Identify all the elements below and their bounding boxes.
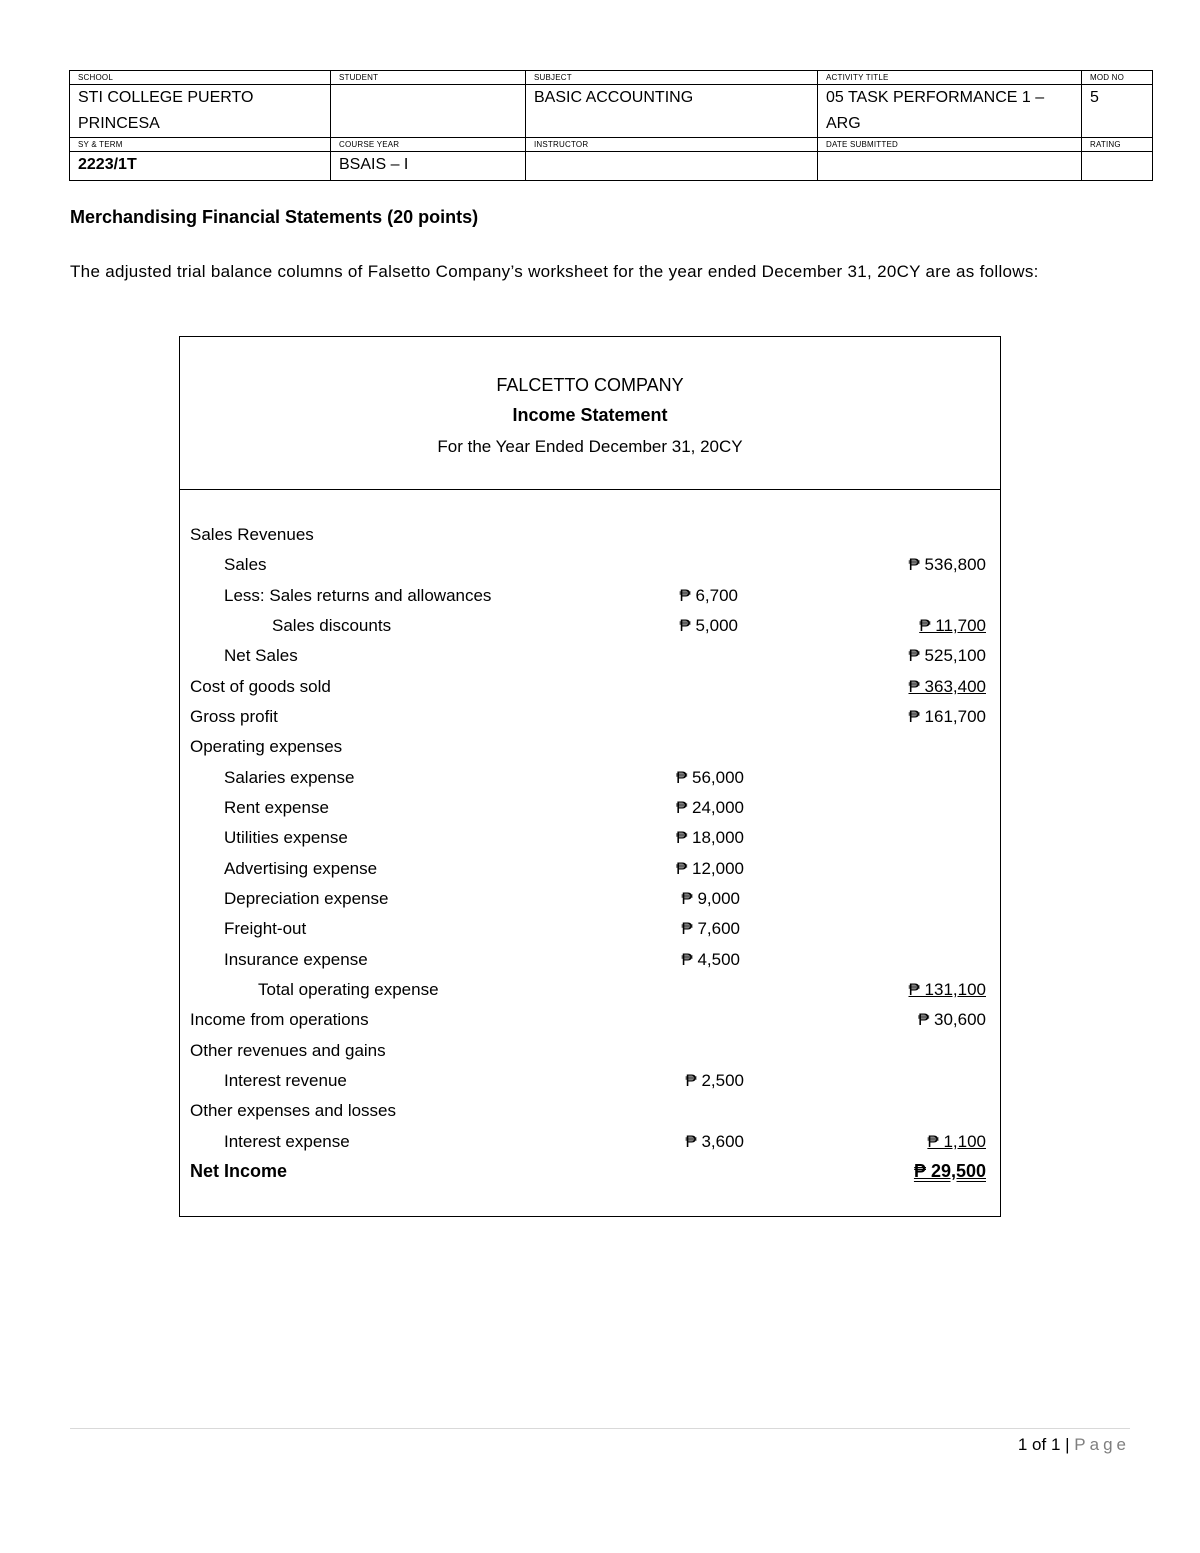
statement-row	[180, 793, 1000, 823]
statement-row	[180, 611, 1000, 641]
mod-no-label: MOD NO	[1082, 71, 1153, 85]
subject-label: SUBJECT	[526, 71, 818, 85]
row-total: ₱ 363,400	[908, 677, 986, 696]
page-number: 1 of 1	[1017, 1435, 1061, 1454]
statement-row	[180, 763, 1000, 793]
row-amount: ₱ 4,500	[681, 950, 740, 969]
statement-row	[180, 550, 1000, 580]
row-label: Interest expense	[224, 1132, 350, 1151]
mod-no-value: 5	[1082, 85, 1153, 138]
school-value: STI COLLEGE PUERTO PRINCESA	[70, 85, 331, 138]
statement-row	[180, 641, 1000, 671]
row-label: Rent expense	[224, 798, 329, 817]
row-label: Operating expenses	[190, 737, 343, 756]
statement-row	[180, 854, 1000, 884]
statement-row	[180, 1096, 1000, 1126]
net-income-label: Net Income	[190, 1161, 288, 1181]
row-label: Less: Sales returns and allowances	[224, 586, 492, 605]
row-label: Salaries expense	[224, 768, 355, 787]
statement-row	[180, 1156, 1000, 1186]
sy-term-label: SY & TERM	[70, 138, 331, 152]
statement-row	[180, 945, 1000, 975]
statement-row	[180, 672, 1000, 702]
statement-row	[180, 1005, 1000, 1035]
row-total: ₱ 1,100	[927, 1132, 986, 1151]
row-amount: ₱ 9,000	[681, 889, 740, 908]
statement-row	[180, 1066, 1000, 1096]
row-label: Other revenues and gains	[190, 1041, 386, 1060]
row-label: Freight-out	[224, 919, 307, 938]
row-amount: ₱ 24,000	[675, 798, 744, 817]
row-label: Cost of goods sold	[190, 677, 331, 696]
page-word: Page	[1074, 1435, 1130, 1454]
page-footer	[1018, 1432, 1130, 1458]
statement-row	[180, 732, 1000, 762]
intro-paragraph: The adjusted trial balance columns of Falsetto Company’s worksheet for the year ended December 31, 20CY are as follows:	[70, 262, 1039, 281]
row-amount: ₱ 5,000	[679, 616, 738, 635]
rating-label: RATING	[1082, 138, 1153, 152]
header-table	[69, 70, 1153, 181]
sy-term-value: 2223/1T	[70, 152, 331, 181]
date-submitted-label: DATE SUBMITTED	[818, 138, 1082, 152]
activity-title-label: ACTIVITY TITLE	[818, 71, 1082, 85]
activity-title-value: 05 TASK PERFORMANCE 1 – ARG	[818, 85, 1082, 138]
row-total: ₱ 30,600	[917, 1010, 986, 1029]
row-amount: ₱ 56,000	[675, 768, 744, 787]
instructor-value	[526, 152, 818, 181]
row-amount: ₱ 6,700	[679, 586, 738, 605]
statement-row	[180, 914, 1000, 944]
statement-row	[180, 1036, 1000, 1066]
course-year-value: BSAIS – I	[331, 152, 526, 181]
subject-value: BASIC ACCOUNTING	[526, 85, 818, 138]
row-total: ₱ 11,700	[919, 616, 986, 635]
row-total: ₱ 525,100	[908, 646, 986, 665]
row-label: Depreciation expense	[224, 889, 389, 908]
footer-separator: |	[1065, 1435, 1070, 1454]
row-label: Insurance expense	[224, 950, 368, 969]
date-submitted-value	[818, 152, 1082, 181]
statement-header	[180, 337, 1000, 490]
row-total: ₱ 536,800	[908, 555, 986, 574]
row-amount: ₱ 7,600	[681, 919, 740, 938]
statement-row	[180, 1127, 1000, 1157]
statement-row	[180, 823, 1000, 853]
row-label: Advertising expense	[224, 859, 378, 878]
row-label: Interest revenue	[224, 1071, 347, 1090]
row-label: Sales	[224, 555, 267, 574]
row-label: Sales Revenues	[190, 525, 314, 544]
section-title: Merchandising Financial Statements (20 points)	[70, 207, 479, 227]
statement-period: For the Year Ended December 31, 20CY	[437, 437, 743, 456]
statement-row	[180, 884, 1000, 914]
student-label: STUDENT	[331, 71, 526, 85]
row-amount: ₱ 2,500	[685, 1071, 744, 1090]
course-year-label: COURSE YEAR	[331, 138, 526, 152]
row-amount: ₱ 3,600	[685, 1132, 744, 1151]
statement-row	[180, 520, 1000, 550]
row-amount: ₱ 18,000	[675, 828, 744, 847]
statement-row	[180, 581, 1000, 611]
row-label: Utilities expense	[224, 828, 348, 847]
row-label: Total operating expense	[258, 980, 439, 999]
statement-row	[180, 702, 1000, 732]
row-amount: ₱ 12,000	[675, 859, 744, 878]
school-label: SCHOOL	[70, 71, 331, 85]
company-name: FALCETTO COMPANY	[496, 375, 684, 395]
instructor-label: INSTRUCTOR	[526, 138, 818, 152]
row-total: ₱ 161,700	[908, 707, 986, 726]
row-label: Income from operations	[190, 1010, 369, 1029]
row-total: ₱ 131,100	[908, 980, 986, 999]
statement-row	[180, 975, 1000, 1005]
net-income-total: ₱ 29,500	[913, 1161, 986, 1181]
row-label: Other expenses and losses	[190, 1101, 397, 1120]
footer-divider	[70, 1428, 1130, 1429]
row-label: Gross profit	[190, 707, 278, 726]
statement-title: Income Statement	[512, 405, 668, 425]
rating-value	[1082, 152, 1153, 181]
row-label: Net Sales	[224, 646, 298, 665]
student-value	[331, 85, 526, 138]
row-label: Sales discounts	[272, 616, 392, 635]
income-statement	[179, 336, 1001, 1217]
